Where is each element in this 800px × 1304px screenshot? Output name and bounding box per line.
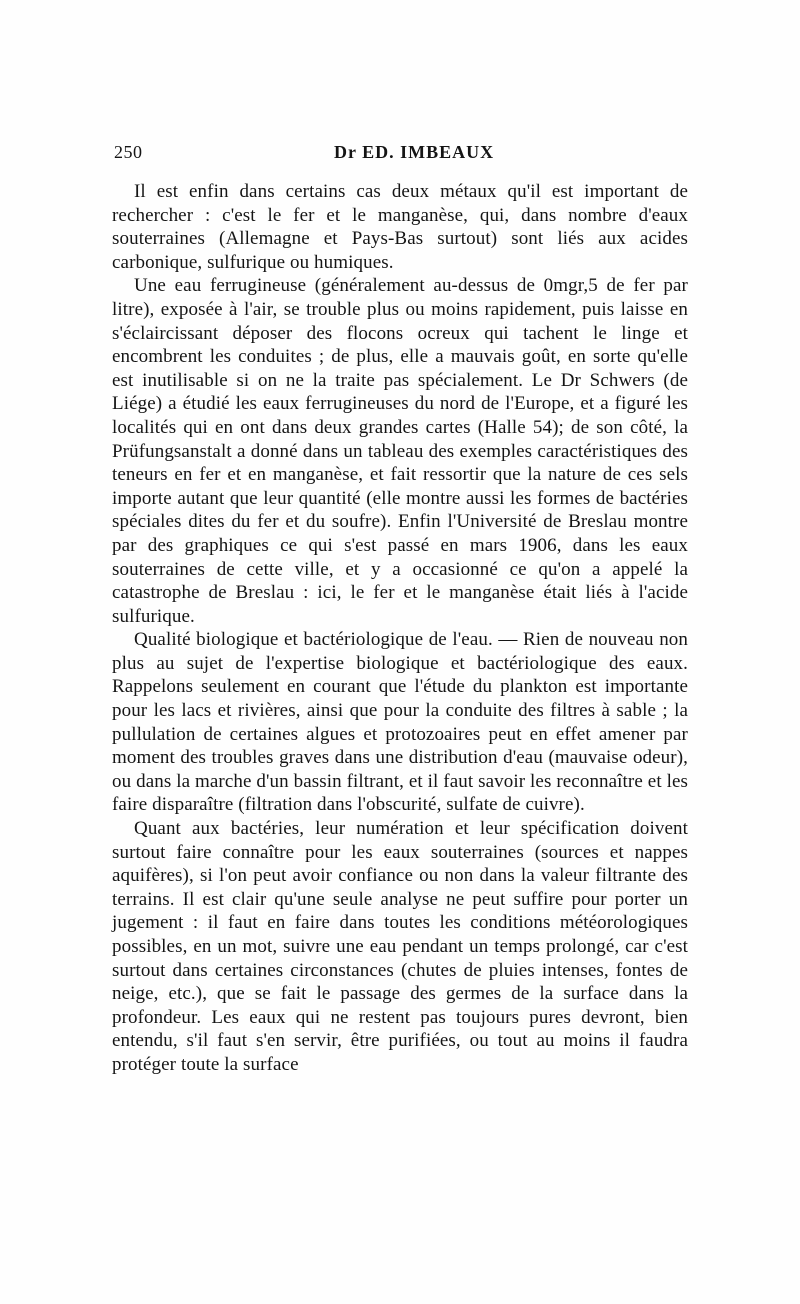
paragraph-ferruginous-water: Une eau ferrugineuse (généralement au-dessus de 0mgr,5 de fer par litre), exposée à l'air, se trouble plus ou moins rapidement, puis laisse en s'éclaircissant déposer des flocons ocreux qui tachent le linge et encombrent les conduites ; de plus, elle a mauvais goût, en sorte qu'elle est inutilisable si on ne la traite pas spécialement. Le Dr Schwers (de Liége) a étudié les eaux ferrugineuses du nord de l'Europe, et a figuré les localités qui en ont dans deux grandes cartes (Halle 54); de son côté, la Prüfungsanstalt a donné dans un tableau des exemples caractéristiques des teneurs en fer et en manganèse, et fait ressortir que la nature de ces sels importe autant que leur quantité (elle montre aussi les formes de bactéries spéciales dites du fer et du soufre). Enfin l'Université de Breslau montre par des graphiques ce qui s'est passé en mars 1906, dans les eaux souterraines de cette ville, et y a occasionné ce qu'on a appelé la catastrophe de Breslau : ici, le fer et le manganèse était liés à l'acide sulfurique. (112, 275, 688, 627)
paragraph-biological-quality: Qualité biologique et bactériologique de l'eau. — Rien de nouveau non plus au sujet de l'expertise biologique et bactériologique des eaux. Rappelons seulement en courant que l'étude du plankton est importante pour les lacs et rivières, ainsi que pour la conduite des filtres à sable ; la pullulation de certaines algues et protozoaires peut en effet amener par moment des troubles graves dans une distribution d'eau (mauvaise odeur), ou dans la marche d'un bassin filtrant, et il faut savoir les reconnaître et les faire disparaître (filtration dans l'obscurité, sulfate de cuivre). (112, 629, 688, 816)
body-text (112, 180, 688, 1077)
running-head (114, 142, 686, 172)
page-number: 250 (114, 142, 143, 162)
paragraph-metals: Il est enfin dans certains cas deux métaux qu'il est important de rechercher : c'est le fer et le manganèse, qui, dans nombre d'eaux souterraines (Allemagne et Pays-Bas surtout) sont liés aux acides carbonique, sulfurique ou humiques. (112, 181, 688, 273)
running-title: Dr ED. IMBEAUX (334, 142, 495, 162)
paragraph-bacteria: Quant aux bactéries, leur numération et leur spécification doivent surtout faire connaître pour les eaux souterraines (sources et nappes aquifères), si l'on peut avoir confiance ou non dans la valeur filtrante des terrains. Il est clair qu'une seule analyse ne peut suffire pour porter un jugement : il faut en faire dans toutes les conditions météorologiques possibles, en un mot, suivre une eau pendant un temps prolongé, car c'est surtout dans certaines circonstances (chutes de pluies intenses, fontes de neige, etc.), que se fait le passage des germes de la surface dans la profondeur. Les eaux qui ne restent pas toujours pures devront, bien entendu, s'il faut s'en servir, être purifiées, ou tout au moins il faudra protéger toute la surface (112, 818, 688, 1075)
